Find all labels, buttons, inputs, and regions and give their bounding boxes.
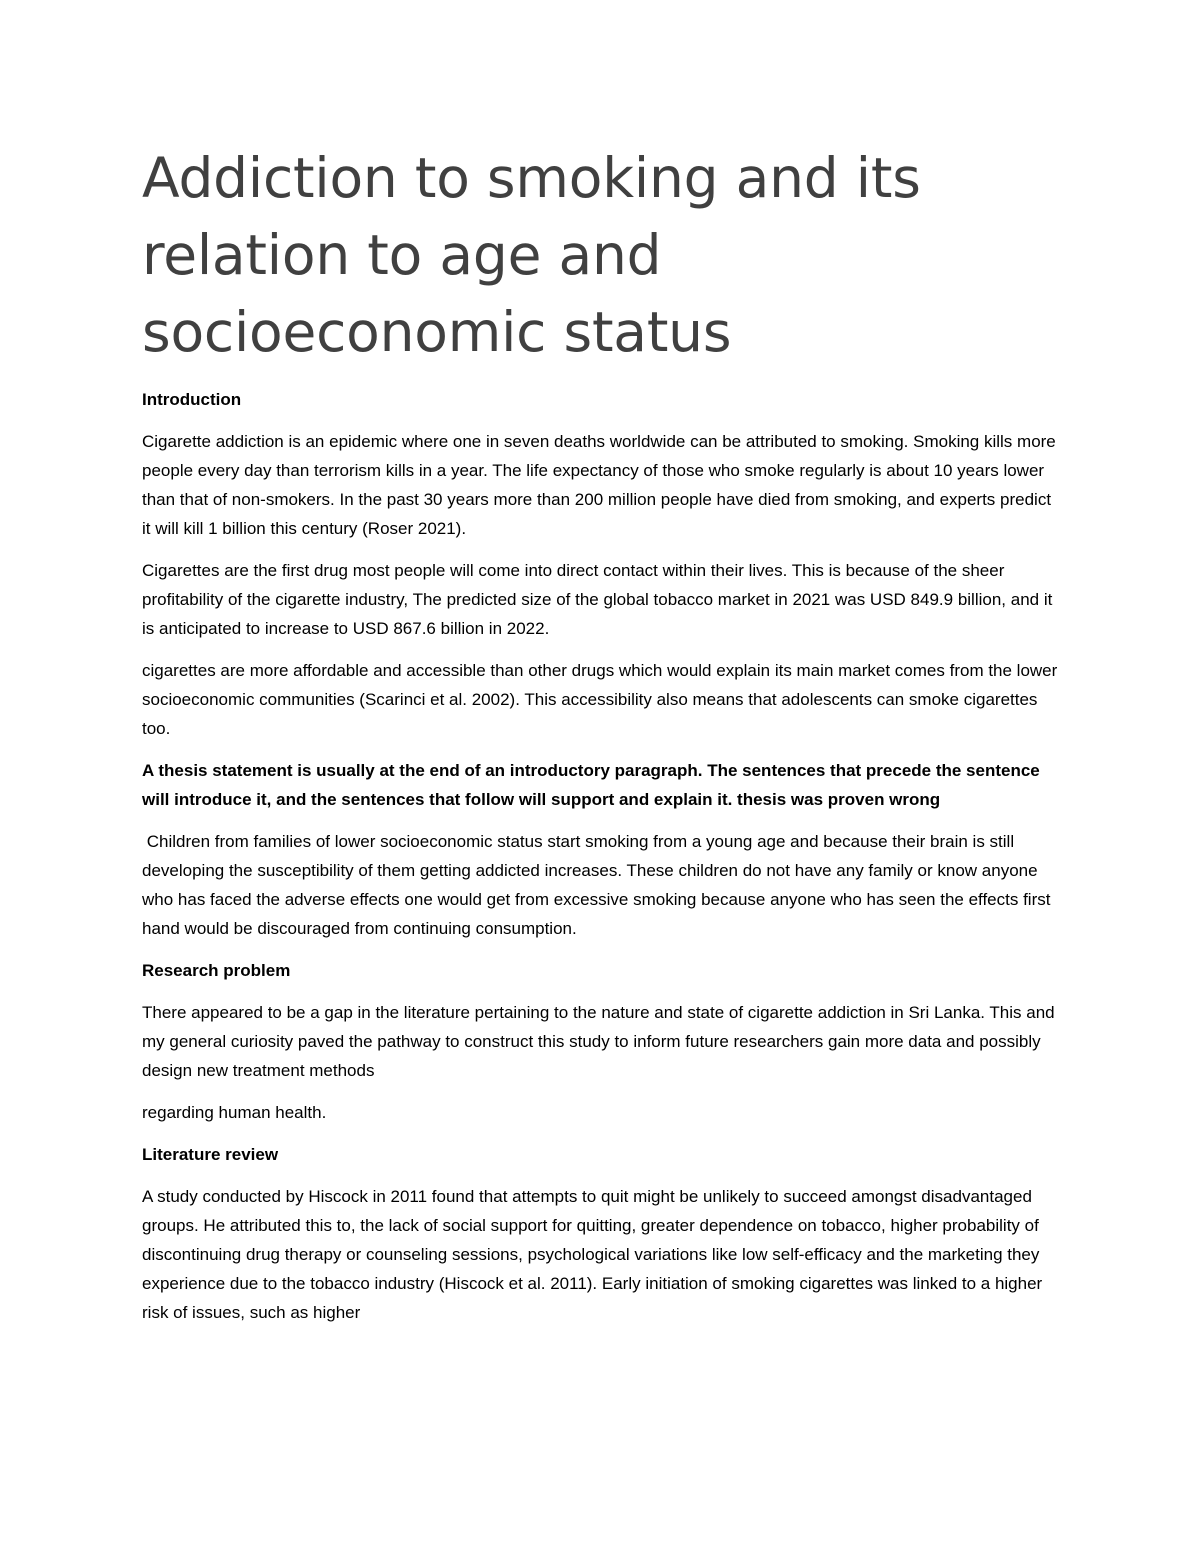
introduction-heading: Introduction: [142, 390, 242, 409]
research-problem-paragraph-2: regarding human health.: [142, 1103, 327, 1122]
thesis-note-paragraph: A thesis statement is usually at the end of an introductory paragraph. The sentences that precede the sentence will introduce it, and the sentences that follow will support and explain it. thesis was proven wrong: [142, 761, 1040, 809]
introduction-paragraph-1: Cigarette addiction is an epidemic where one in seven deaths worldwide can be attributed to smoking. Smoking kills more people every day than terrorism kills in a year. The life expectancy of those who smoke regularly is about 10 years lower than that of non-smokers. In the past 30 years more than 200 million people have died from smoking, and experts predict it will kill 1 billion this century (Roser 2021).: [142, 432, 1056, 538]
introduction-paragraph-2: Cigarettes are the first drug most people will come into direct contact within their lives. This is because of the sheer profitability of the cigarette industry, The predicted size of the global tobacco market in 2021 was USD 849.9 billion, and it is anticipated to increase to USD 867.6 billion in 2022.: [142, 561, 1053, 638]
research-problem-heading: Research problem: [142, 961, 291, 980]
thesis-paragraph: Children from families of lower socioeconomic status start smoking from a young age and because their brain is still developing the susceptibility of them getting addicted increases. These children do not have any family or know anyone who has faced the adverse effects one would get from excessive smoking because anyone who has seen the effects first hand would be discouraged from continuing consumption.: [142, 832, 1051, 938]
research-problem-paragraph-1: There appeared to be a gap in the literature pertaining to the nature and state of cigarette addiction in Sri Lanka. This and my general curiosity paved the pathway to construct this study to inform future researchers gain more data and possibly design new treatment methods: [142, 1003, 1055, 1080]
document-title: Addiction to smoking and its relation to age and socioeconomic status: [142, 146, 921, 364]
literature-review-paragraph-1: A study conducted by Hiscock in 2011 found that attempts to quit might be unlikely to succeed amongst disadvantaged groups. He attributed this to, the lack of social support for quitting, greater dependence on tobacco, higher probability of discontinuing drug therapy or counseling sessions, psychological variations like low self-efficacy and the marketing they experience due to the tobacco industry (Hiscock et al. 2011). Early initiation of smoking cigarettes was linked to a higher risk of issues, such as higher: [142, 1187, 1043, 1322]
introduction-paragraph-3: cigarettes are more affordable and accessible than other drugs which would explain its main market comes from the lower socioeconomic communities (Scarinci et al. 2002). This accessibility also means that adolescents can smoke cigarettes too.: [142, 661, 1058, 738]
literature-review-heading: Literature review: [142, 1145, 279, 1164]
document-page: [142, 140, 1060, 1340]
